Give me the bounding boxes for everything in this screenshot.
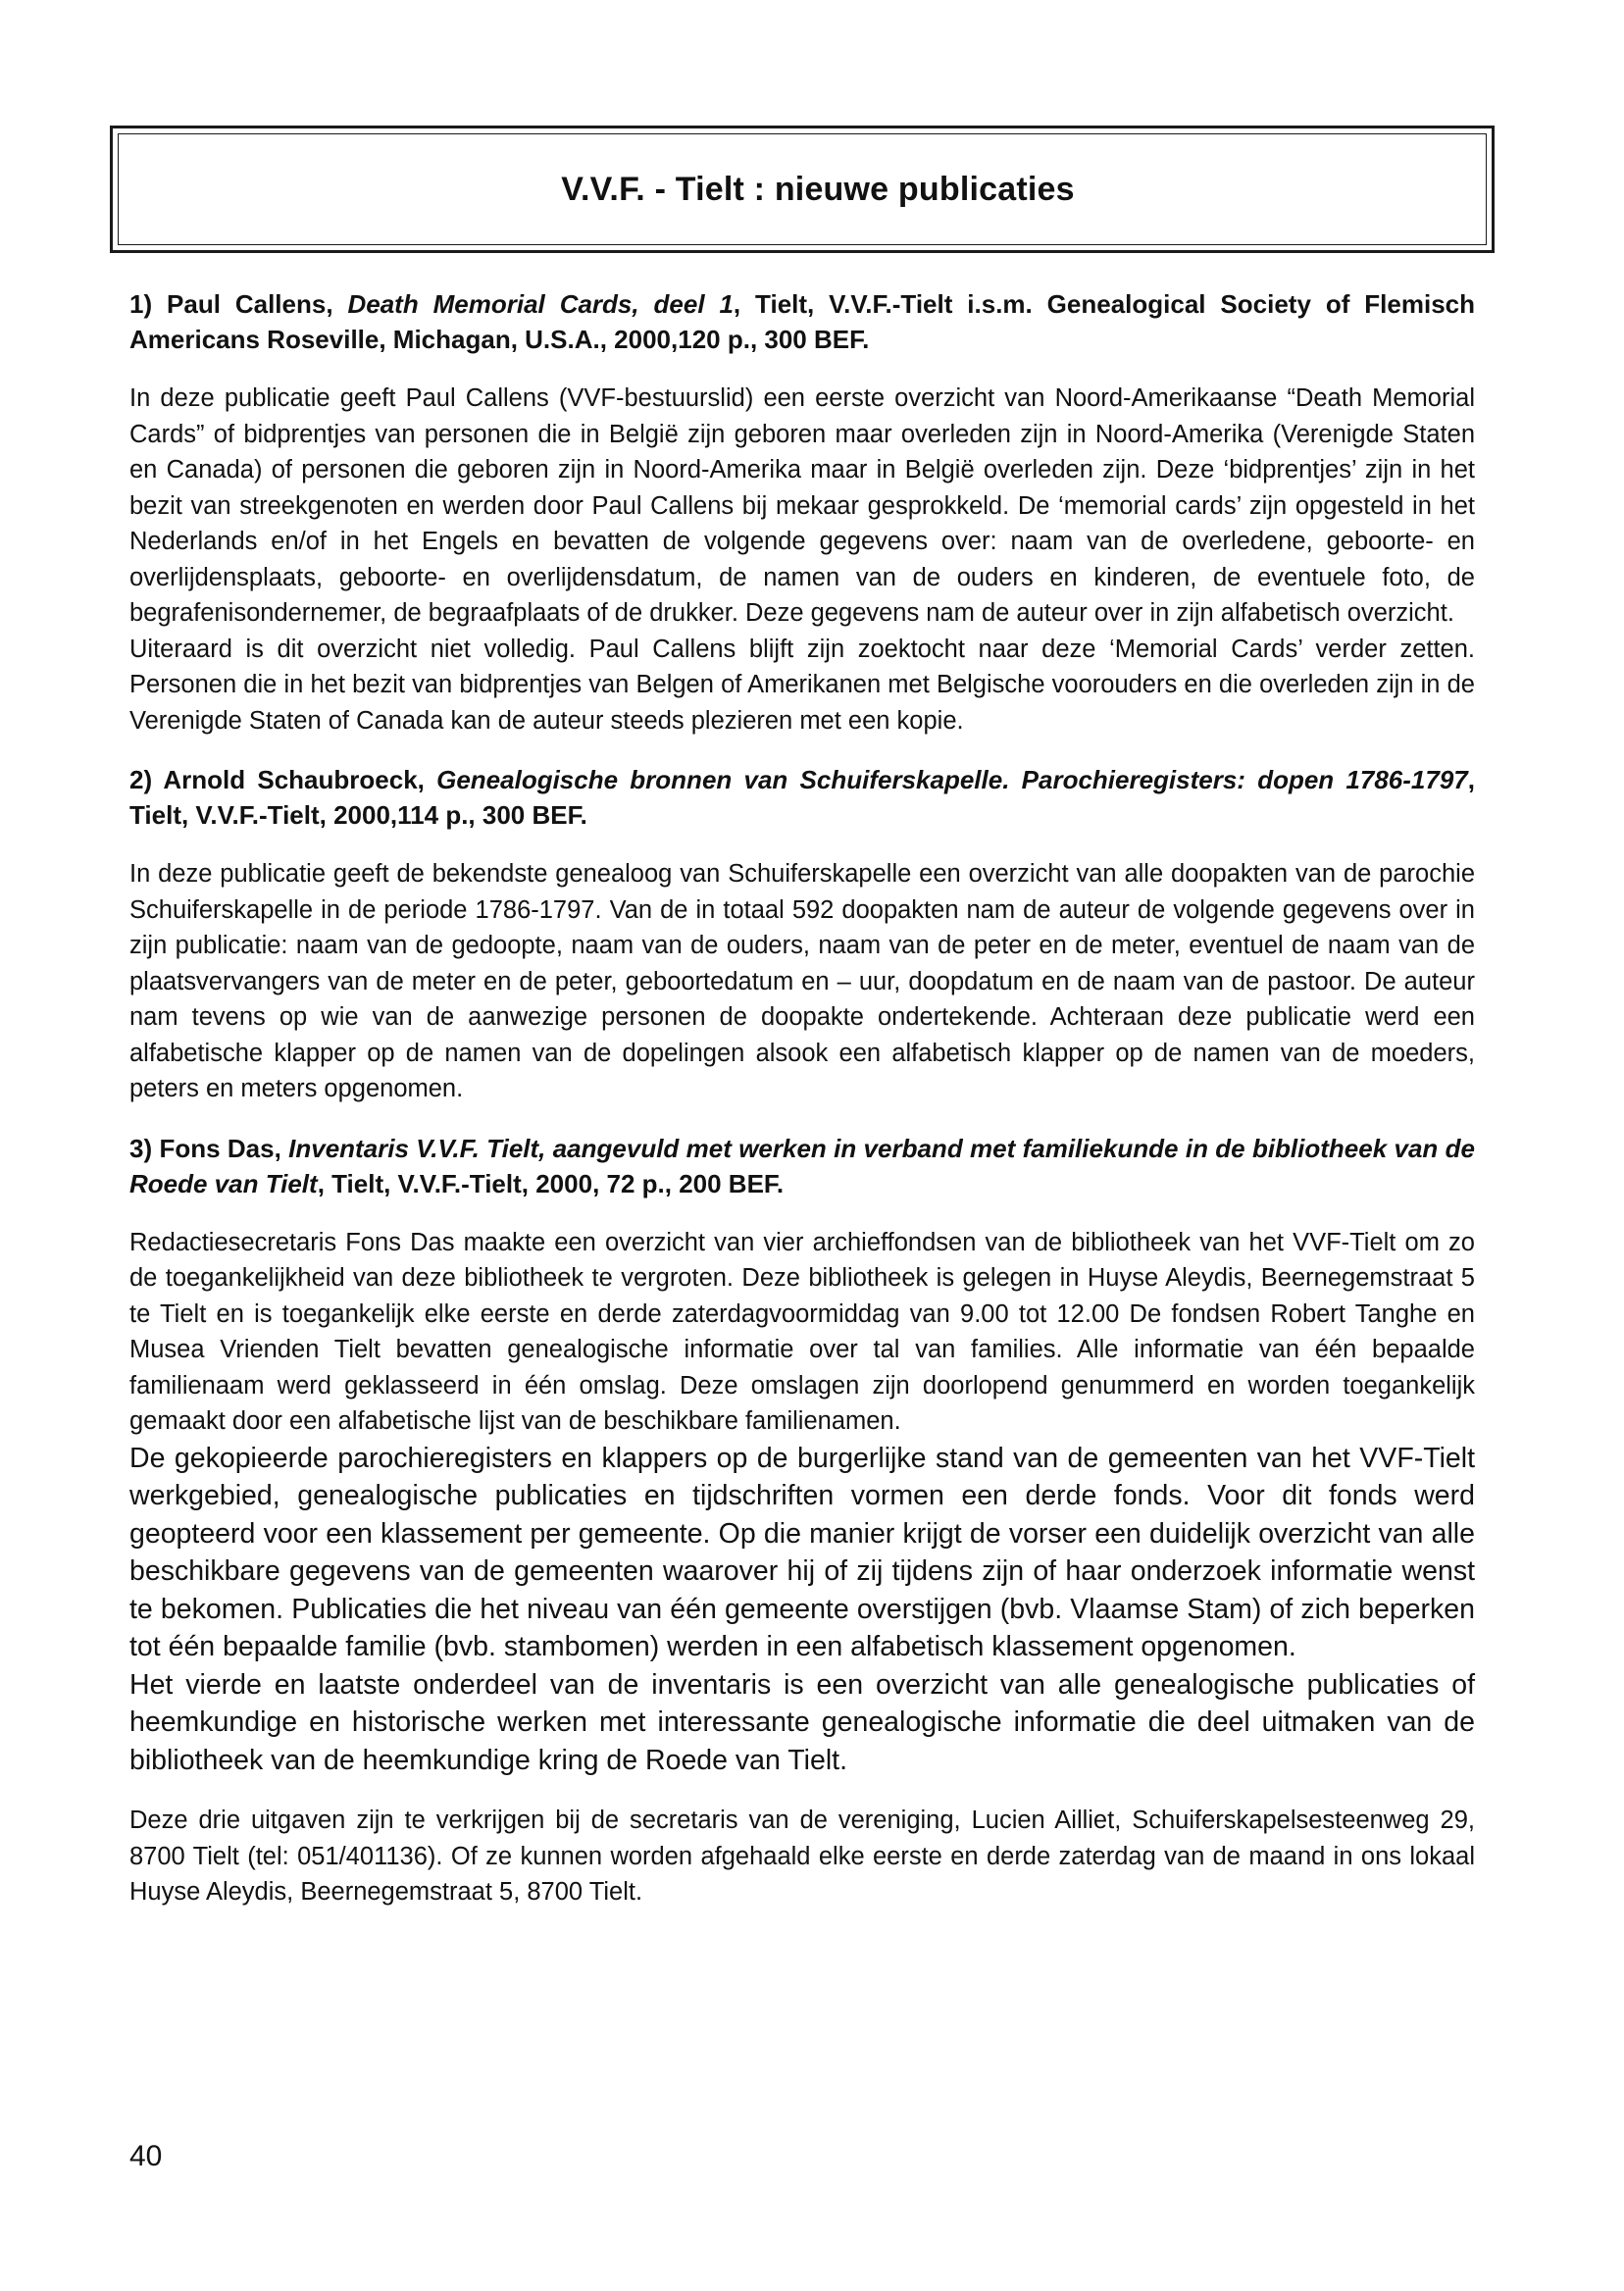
- entry-2-author: 2) Arnold Schaubroeck,: [129, 765, 437, 794]
- entry-2-heading: [129, 762, 1475, 833]
- article-body: [129, 286, 1475, 1910]
- entry-1-paragraph-1: In deze publicatie geeft Paul Callens (VVF-bestuurslid) een eerste overzicht van Noord-Amerikaanse “Death Memorial Cards” of bidprentjes van personen die in België zijn geboren maar overleden zijn in Noord-Amerika (Verenigde Staten en Canada) of personen die geboren zijn in Noord-Amerika maar in België overleden zijn. Deze ‘bidprentjes’ zijn in het bezit van streekgenoten en werden door Paul Callens bij mekaar gesprokkeld. De ‘memorial cards’ zijn opgesteld in het Nederlands en/of in het Engels en bevatten de volgende gegevens over: naam van de overledene, geboorte- en overlijdensplaats, geboorte- en overlijdensdatum, de namen van de ouders en kinderen, de eventuele foto, de begrafenisondernemer, de begraafplaats of de drukker. Deze gegevens nam de auteur over in zijn alfabetisch overzicht.: [129, 384, 1475, 627]
- title-box: [110, 126, 1495, 253]
- entry-3-publication-info: , Tielt, V.V.F.-Tielt, 2000, 72 p., 200 BEF.: [317, 1168, 785, 1198]
- entry-2-book-title: Genealogische bronnen van Schuiferskapelle. Parochieregisters: dopen 1786-1797: [436, 765, 1468, 794]
- entry-3-heading: [129, 1131, 1475, 1201]
- entry-3-paragraph-2: De gekopieerde parochieregisters en klappers op de burgerlijke stand van de gemeenten van het VVF-Tielt werkgebied, genealogische publicaties en tijdschriften vormen een derde fonds. Voor dit fonds werd geopteerd voor een klassement per gemeente. Op die manier krijgt de vorser een duidelijk overzicht van alle beschikbare gegevens van de gemeenten waarover hij of zij tijdens zijn of haar onderzoek informatie wenst te bekomen. Publicaties die het niveau van één gemeente overstijgen (bvb. Vlaamse Stam) of zich beperken tot één bepaalde familie (bvb. stambomen) werden in een alfabetisch klassement opgenomen.: [129, 1442, 1475, 1662]
- entry-1-publication-info: , Tielt, V.V.F.-Tielt i.s.m. Genealogical Society of Flemisch Americans Roseville, Michagan, U.S.A., 2000,120 p., 300 BEF.: [129, 289, 1475, 354]
- entry-2-paragraph-1: In deze publicatie geeft de bekendste genealoog van Schuiferskapelle een overzicht van alle doopakten van de parochie Schuiferskapelle in de periode 1786-1797. Van de in totaal 592 doopakten nam de auteur de volgende gegevens over in zijn publicatie: naam van de gedoopte, naam van de ouders, naam van de peter en de meter, eventuel de naam van de plaatsvervangers van de meter en de peter, geboortedatum en – uur, doopdatum en de naam van de pastoor. De auteur nam tevens op wie van de aanwezige personen de doopakte ondertekende. Achteraan deze publicatie werd een alfabetische klapper op de namen van de dopelingen alsook een alfabetisch klapper op de namen van de moeders, peters en meters opgenomen.: [129, 860, 1475, 1102]
- entry-3-paragraph-1: Redactiesecretaris Fons Das maakte een overzicht van vier archieffondsen van de bibliotheek van het VVF-Tielt om zo de toegankelijkheid van deze bibliotheek te vergroten. Deze bibliotheek is gelegen in Huyse Aleydis, Beernegemstraat 5 te Tielt en is toegankelijk elke eerste en derde zaterdagvoormiddag van 9.00 tot 12.00 De fondsen Robert Tanghe en Musea Vrienden Tielt bevatten genealogische informatie over tal van families. Alle informatie van één bepaalde familienaam werd geklasseerd in één omslag. Deze omslagen zijn doorlopend genummerd en worden toegankelijk gemaakt door een alfabetische lijst van de beschikbare familienamen.: [129, 1228, 1475, 1435]
- entry-3-paragraph-3: Het vierde en laatste onderdeel van de inventaris is een overzicht van alle genealogische publicaties of heemkundige en historische werken met interessante genealogische informatie die deel uitmaken van de bibliotheek van de heemkundige kring de Roede van Tielt.: [129, 1668, 1475, 1776]
- entry-1-author: 1) Paul Callens,: [129, 289, 348, 319]
- page-title: V.V.F. - Tielt : nieuwe publicaties: [561, 170, 1075, 208]
- closing-paragraph: Deze drie uitgaven zijn te verkrijgen bij de secretaris van de vereniging, Lucien Ailliet, Schuiferskapelsesteenweg 29, 8700 Tielt (tel: 051/401136). Of ze kunnen worden afgehaald elke eerste en derde zaterdag van de maand in ons lokaal Huyse Aleydis, Beernegemstraat 5, 8700 Tielt.: [129, 1807, 1475, 1906]
- entry-1-book-title: Death Memorial Cards, deel 1: [347, 289, 734, 319]
- page-number: 40: [129, 2140, 163, 2172]
- entry-3-author: 3) Fons Das,: [129, 1133, 289, 1163]
- entry-1-heading: [129, 286, 1475, 357]
- entry-2-publication-info: , Tielt, V.V.F.-Tielt, 2000,114 p., 300 BEF.: [129, 765, 1475, 830]
- entry-1-paragraph-2: Uiteraard is dit overzicht niet volledig. Paul Callens blijft zijn zoektocht naar deze ‘Memorial Cards’ verder zetten. Personen die in het bezit van bidprentjes van Belgen of Amerikanen met Belgische voorouders en die overleden zijn in de Verenigde Staten of Canada kan de auteur steeds plezieren met een kopie.: [129, 635, 1475, 735]
- entry-3-book-title: Inventaris V.V.F. Tielt, aangevuld met werken in verband met familiekunde in de bibliotheek van de Roede van Tielt: [129, 1133, 1475, 1198]
